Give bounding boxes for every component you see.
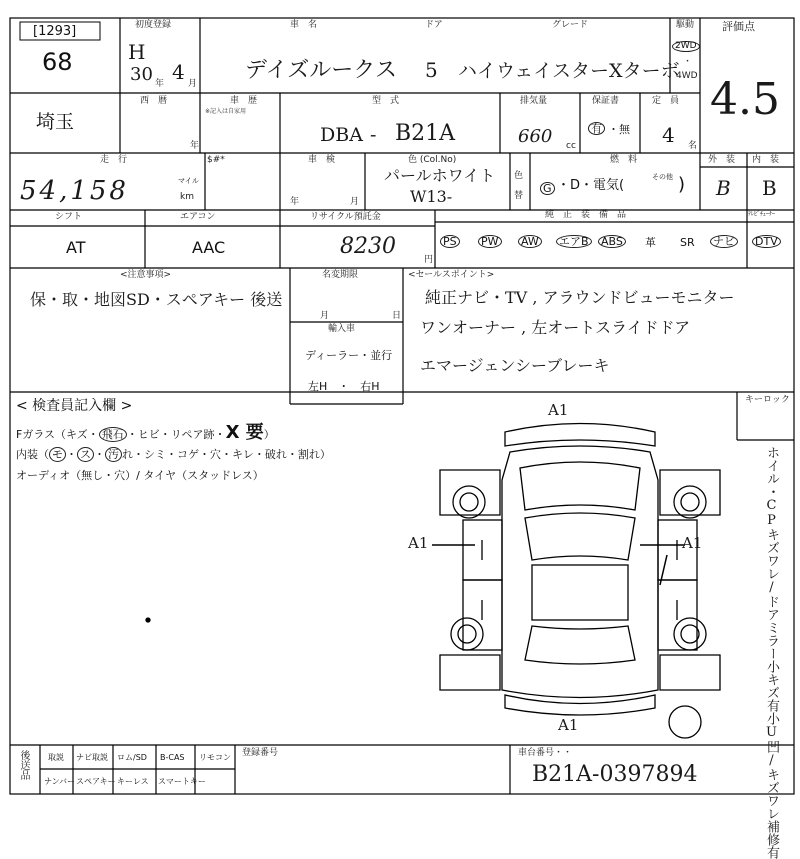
color-no: W13- (410, 187, 453, 206)
km-unit: km (180, 192, 194, 202)
auction-sheet: [1293] 68 初度登録 H 30 年 4 月 車 名 デイズルークス ドア 5 グレード ハイウェイスターXターボ 駆動 2WD ・ 4WD 評価点 4.5 埼玉 西 暦 年 車 歴 ※記入は自家用 型 式 DBA - B21A 排気量 660 cc 保証書 有 ・無 定 員 4 名 走 行 54,158 マイル km $#* 車 検 年 月 色 (Col.No) パールホワイト W13- 色 替 燃 料 G ・D・電気( その他 ) 外 装 B 内 装 B シフト AT エアコン AAC リサイクル預託金 8230 円 純 正 装 備 品 ﾃﾚﾋﾞﾁｭｰﾅｰ PS PW AW エアB ABS 革 SR ナビ DTV <注意事項> 保・取・地図SD・スペアキー 後送 名変期限 月 日 輸入車 ディーラー・並行 左H ・ 右H <セールスポイント> 純正ナビ・TV , アラウンドビューモニター ワンオーナー , 左オートスライドドア エマージェンシーブレーキ < 検査員記入欄 > Fガラス（キズ・ 飛石 ・ヒビ・リペア跡・X 要） 内装（ モ ・ ス ・ 汚 れ・シミ・コゲ・穴・キレ・破れ・割れ） オーディオ（無し・穴）/ タイヤ（スタッドレス） キーロック ホイル・CPキズワレ/ドアミラー小キズ有小U凹/キズワレ補修有 A1 A1 A1 A1 後送品 取説 ナビ取説 ロム/SD B-CAS リモコン ナンバー スペアキー キーレス スマートキー 登録番号 車台番号・・ B21A-0397894 (0, 0, 800, 800)
repaint-label-top: 色 (514, 171, 524, 181)
inspection-month-unit: 月 (350, 197, 360, 207)
grade-label: グレード (552, 20, 589, 30)
drive-4wd: 4WD (676, 71, 698, 81)
month-value: 4 (172, 60, 185, 84)
mark-front-a1: A1 (548, 401, 569, 419)
warranty-yes-circled: 有 (588, 122, 605, 135)
interior-rest: れ・シミ・コゲ・穴・キレ・破れ・割れ） (122, 448, 331, 461)
year-unit: 年 (155, 79, 165, 89)
era-value: H (128, 40, 146, 64)
interior-label: 内 装 (752, 155, 780, 165)
doors-value: 5 (425, 58, 438, 82)
fglass-x: X 要 (225, 422, 264, 443)
mileage-value: 54,158 (20, 176, 129, 206)
dealer-label: ディーラー・並行 (305, 349, 393, 362)
model-dash: - (370, 124, 377, 146)
equip-airbag: エアB (556, 235, 592, 248)
displacement-value: 660 (518, 126, 553, 147)
footer-item-manual: 取説 (48, 753, 64, 762)
fuel-options: ・D・電気( (557, 178, 625, 193)
footer-item-remote: リモコン (199, 753, 231, 762)
interior-sep-1: ・ (66, 448, 77, 461)
side-note: ホイル・CPキズワレ/ドアミラー小キズ有小U凹/キズワレ補修有 (764, 446, 779, 859)
capacity-unit: 名 (688, 141, 698, 151)
month-unit: 月 (188, 79, 198, 89)
model-code: B21A (395, 121, 456, 146)
mile-unit: マイル (178, 177, 199, 185)
mark-right-a1: A1 (682, 534, 703, 552)
warranty-label: 保証書 (592, 96, 620, 106)
history-label: 車 歴 (230, 96, 258, 106)
score-label: 評価点 (722, 20, 755, 33)
footer-item-keyless: キーレス (117, 777, 149, 786)
interior-value: B (762, 176, 777, 200)
inspector-title: < 検査員記入欄 > (16, 398, 133, 414)
car-name-label: 車 名 (290, 20, 318, 30)
inspection-year-unit: 年 (290, 197, 300, 207)
year-value: 30 (130, 64, 153, 85)
repaint-label-bottom: 替 (514, 191, 524, 201)
sales-label: <セールスポイント> (408, 270, 495, 280)
fuel-g-circled: G (540, 182, 555, 195)
fglass-circled: 飛石 (99, 427, 127, 442)
first-reg-label: 初度登録 (135, 20, 172, 30)
interior-circled-3: 汚 (105, 447, 122, 462)
shipping-label: 後送品 (18, 750, 29, 780)
name-change-month-unit: 月 (320, 311, 330, 321)
footer-item-rom-sd: ロム/SD (117, 753, 147, 762)
mark-left-a1: A1 (408, 534, 429, 552)
fuel-label: 燃 料 (610, 155, 638, 165)
equip-pw: PW (478, 235, 502, 248)
drive-label: 駆動 (676, 20, 695, 30)
sharp-label: $#* (207, 155, 225, 165)
region-value: 埼玉 (36, 111, 75, 133)
sales-line-2: ワンオーナー , 左オートスライドドア (420, 318, 691, 337)
exterior-value: B (716, 176, 731, 200)
equipment-label: 純 正 装 備 品 (545, 210, 627, 220)
shift-value: AT (66, 238, 86, 257)
chassis-number: B21A-0397894 (532, 762, 698, 787)
drive-2wd-circled: 2WD (672, 41, 700, 52)
ac-value: AAC (192, 238, 226, 257)
name-change-day-unit: 日 (392, 311, 402, 321)
interior-circled-2: ス (77, 447, 94, 462)
mark-rear-a1: A1 (558, 716, 579, 734)
lot-label: [1293] (33, 24, 77, 39)
caution-label: <注意事項> (120, 270, 172, 280)
tuner-label: ﾃﾚﾋﾞﾁｭｰﾅｰ (748, 211, 776, 218)
sales-line-1: 純正ナビ・TV , アラウンドビューモニター (425, 288, 735, 307)
handle-label: 左H ・ 右H (308, 380, 380, 393)
color-value: パールホワイト (384, 166, 496, 185)
fglass-label: Fガラス（キズ・ (16, 428, 99, 441)
equip-aw: AW (518, 235, 542, 248)
import-label: 輸入車 (328, 324, 356, 334)
nishireki-label: 西 暦 (140, 96, 168, 106)
displacement-label: 排気量 (520, 96, 548, 106)
equip-navi: ナビ (710, 235, 738, 248)
lot-number: 68 (42, 48, 73, 76)
cc-unit: cc (566, 141, 576, 151)
model-label: 型 式 (372, 96, 400, 106)
footer-item-smart-key: スマートキー (158, 777, 206, 786)
score-value: 4.5 (710, 74, 780, 125)
capacity-value: 4 (662, 123, 675, 147)
fuel-close: ) (678, 174, 686, 195)
yen-unit: 円 (424, 255, 434, 265)
footer-item-bcas: B-CAS (160, 753, 185, 762)
inspection-label: 車 検 (308, 155, 336, 165)
sales-line-3: エマージェンシーブレーキ (420, 356, 610, 375)
capacity-label: 定 員 (652, 96, 680, 106)
door-label: ドア (425, 20, 443, 30)
equip-leather: 革 (645, 236, 656, 249)
car-name-value: デイズルークス (245, 58, 398, 83)
footer-item-plate: ナンバー (44, 777, 76, 786)
interior-sep-2: ・ (94, 448, 105, 461)
fuel-other: その他 (652, 173, 673, 181)
fglass-rest: ・ヒビ・リペア跡・ (126, 428, 226, 441)
caution-text: 保・取・地図SD・スペアキー 後送 (30, 290, 283, 309)
equip-dtv: DTV (752, 235, 781, 248)
history-note: ※記入は自家用 (205, 108, 247, 115)
chassis-label: 車台番号・・ (518, 748, 573, 758)
fglass-close: ） (263, 428, 275, 441)
grade-value: ハイウェイスターXターボ (458, 60, 680, 82)
color-label: 色 (Col.No) (408, 155, 457, 165)
mileage-label: 走 行 (100, 155, 128, 165)
warranty-no: ・無 (608, 123, 630, 136)
shift-label: シフト (55, 212, 83, 222)
recycle-value: 8230 (340, 234, 396, 259)
equip-sr: SR (680, 236, 695, 249)
nen-unit: 年 (190, 141, 200, 151)
reg-no-label: 登録番号 (242, 748, 279, 758)
name-change-label: 名変期限 (322, 270, 359, 280)
footer-item-spare-key: スペアキー (76, 777, 116, 786)
keylock-label: キーロック (745, 395, 790, 405)
equip-abs: ABS (598, 235, 626, 248)
equip-ps: PS (440, 235, 460, 248)
ac-label: エアコン (180, 212, 216, 222)
model-prefix: DBA (320, 124, 363, 146)
interior-circled-1: モ (49, 447, 66, 462)
exterior-label: 外 装 (708, 155, 736, 165)
recycle-label: リサイクル預託金 (310, 212, 381, 222)
audio-tire-row: オーディオ（無し・穴）/ タイヤ（スタッドレス） (16, 469, 264, 482)
interior-open: 内装（ (16, 448, 49, 461)
footer-item-navi-manual: ナビ取説 (76, 753, 108, 762)
